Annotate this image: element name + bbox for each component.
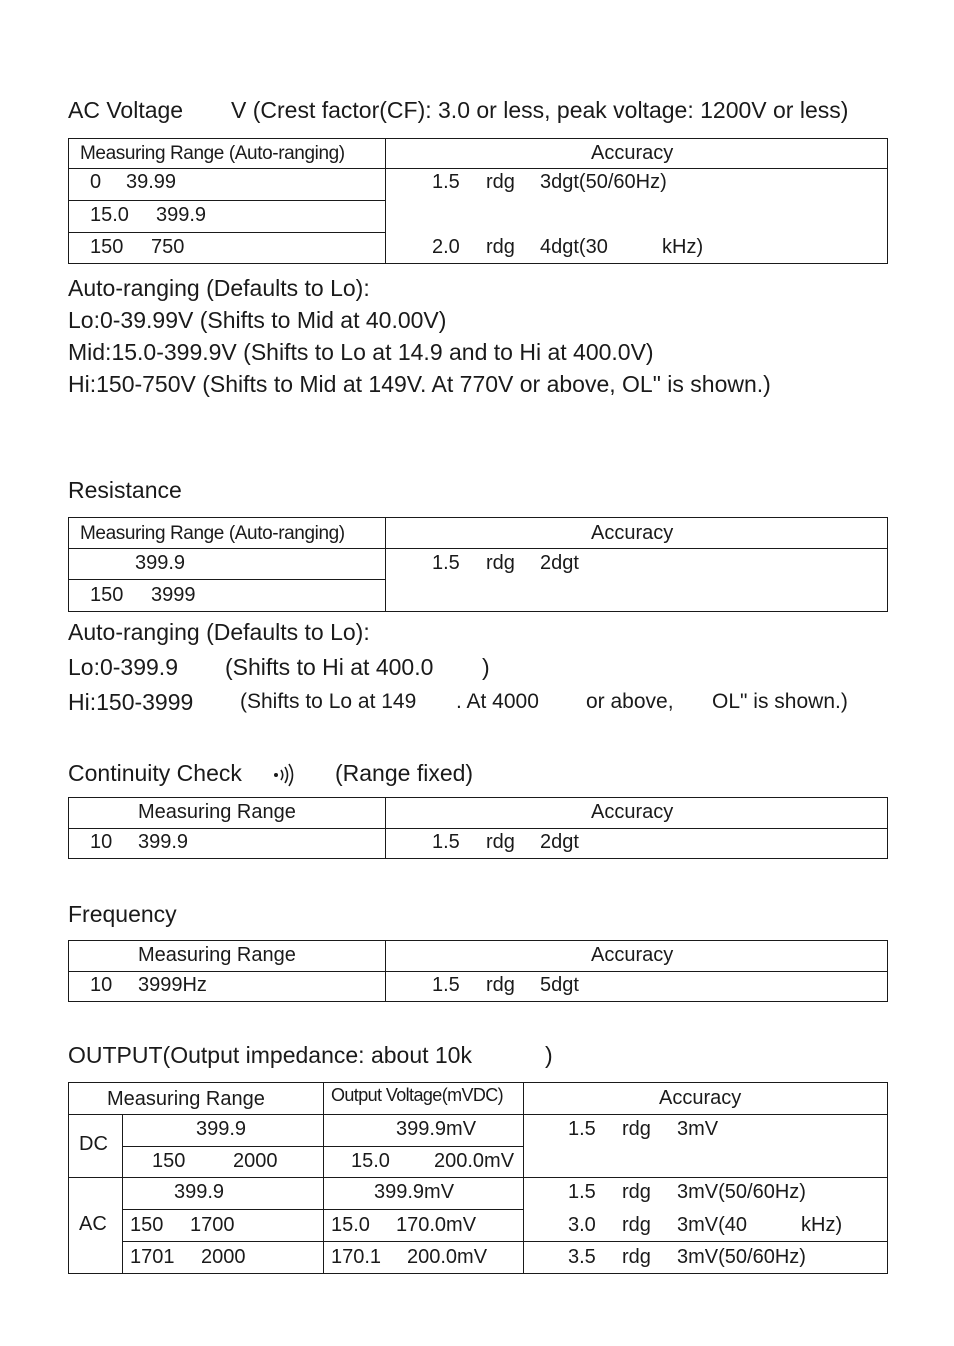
range-from: 150 <box>152 1150 186 1172</box>
range-to: 3999 <box>151 584 196 606</box>
table-divider <box>68 579 386 580</box>
accuracy-unit: rdg <box>622 1181 651 1203</box>
column-header-range: Measuring Range <box>138 944 296 966</box>
continuity-range-fixed: (Range fixed) <box>335 760 474 786</box>
table-divider <box>68 200 386 201</box>
note-line: Hi:150-750V (Shifts to Mid at 149V. At 770V or above, OL" is shown.) <box>68 371 771 397</box>
column-header-output-voltage: Output Voltage(mVDC) <box>331 1085 504 1105</box>
accuracy-percent: 1.5 <box>432 552 460 574</box>
range-to: 399.9 <box>196 1118 247 1140</box>
accuracy-mv: 3mV(50/60Hz) <box>677 1181 806 1203</box>
note-line: . At 4000 <box>456 690 539 713</box>
table-divider <box>385 797 386 859</box>
column-header-accuracy: Accuracy <box>591 801 674 823</box>
voltage-to: 399.9mV <box>374 1181 455 1203</box>
note-line: or above, <box>586 690 674 713</box>
range-from: 150 <box>90 584 124 606</box>
frequency-title: Frequency <box>68 901 177 927</box>
column-header-accuracy: Accuracy <box>659 1087 742 1109</box>
accuracy-percent: 1.5 <box>568 1181 596 1203</box>
voltage-from: 15.0 <box>351 1150 390 1172</box>
accuracy-unit: rdg <box>486 974 515 996</box>
range-to: 399.9 <box>174 1181 225 1203</box>
accuracy-percent: 1.5 <box>432 831 460 853</box>
output-title: OUTPUT(Output impedance: about 10k <box>68 1042 472 1068</box>
accuracy-unit: rdg <box>486 831 515 853</box>
note-line: Mid:15.0-399.9V (Shifts to Lo at 14.9 and to Hi at 400.0V) <box>68 339 654 365</box>
range-from: 15.0 <box>90 204 129 226</box>
table-divider <box>68 828 888 829</box>
accuracy-mv: 3mV <box>677 1118 719 1140</box>
note-line: Lo:0-399.9 <box>68 654 178 680</box>
ac-voltage-title: AC Voltage <box>68 97 184 123</box>
table-divider <box>385 517 386 612</box>
voltage-from: 15.0 <box>331 1214 370 1236</box>
resistance-title: Resistance <box>68 477 182 503</box>
note-line: Auto-ranging (Defaults to Lo): <box>68 619 370 645</box>
voltage-to: 200.0mV <box>434 1150 515 1172</box>
table-divider <box>523 1082 524 1274</box>
range-from: 150 <box>90 236 124 258</box>
column-header-range: Measuring Range (Auto-ranging) <box>80 143 345 164</box>
accuracy-digits: 3dgt(50/60Hz) <box>540 171 667 193</box>
table-divider <box>68 1177 888 1178</box>
range-from: 10 <box>90 831 113 853</box>
range-to: 399.9 <box>138 831 189 853</box>
column-header-range: Measuring Range <box>107 1088 265 1110</box>
accuracy-digits: 2dgt <box>540 552 579 574</box>
accuracy-unit: rdg <box>622 1246 651 1268</box>
accuracy-digits: 4dgt(30 <box>540 236 608 258</box>
range-to: 750 <box>151 236 185 258</box>
accuracy-unit: rdg <box>622 1214 651 1236</box>
table-divider <box>68 971 888 972</box>
table-divider <box>122 1114 123 1274</box>
accuracy-frequency-tail: kHz) <box>801 1214 843 1236</box>
note-line: (Shifts to Lo at 149 <box>240 690 417 713</box>
accuracy-unit: rdg <box>486 552 515 574</box>
table-divider <box>68 168 888 169</box>
accuracy-percent: 3.5 <box>568 1246 596 1268</box>
voltage-to: 170.0mV <box>396 1214 477 1236</box>
column-header-range: Measuring Range (Auto-ranging) <box>80 523 345 544</box>
table-divider <box>68 232 386 233</box>
range-to: 1700 <box>190 1214 235 1236</box>
table-divider <box>323 1082 324 1274</box>
note-line: ) <box>482 654 490 680</box>
voltage-from: 170.1 <box>331 1246 382 1268</box>
column-header-accuracy: Accuracy <box>591 142 674 164</box>
accuracy-percent: 1.5 <box>432 171 460 193</box>
accuracy-unit: rdg <box>622 1118 651 1140</box>
table-divider <box>68 548 888 549</box>
accuracy-mv: 3mV(50/60Hz) <box>677 1246 806 1268</box>
dc-label: DC <box>79 1133 108 1155</box>
table-divider <box>122 1241 888 1242</box>
column-header-range: Measuring Range <box>138 801 296 823</box>
voltage-to: 399.9mV <box>396 1118 477 1140</box>
range-from: 150 <box>130 1214 164 1236</box>
column-header-accuracy: Accuracy <box>591 522 674 544</box>
accuracy-frequency-tail: kHz) <box>662 236 704 258</box>
table-divider <box>385 138 386 264</box>
table-divider <box>385 940 386 1002</box>
range-to: 2000 <box>201 1246 246 1268</box>
note-line: OL" is shown.) <box>712 690 848 713</box>
ac-voltage-subtitle: V (Crest factor(CF): 3.0 or less, peak voltage: 1200V or less) <box>231 97 849 123</box>
column-header-accuracy: Accuracy <box>591 944 674 966</box>
range-to: 399.9 <box>135 552 186 574</box>
accuracy-percent: 2.0 <box>432 236 460 258</box>
range-from: 0 <box>90 171 102 193</box>
output-title-close: ) <box>545 1042 553 1068</box>
accuracy-unit: rdg <box>486 171 515 193</box>
range-to: 39.99 <box>126 171 177 193</box>
accuracy-digits: 5dgt <box>540 974 579 996</box>
continuity-title: Continuity Check <box>68 760 242 786</box>
range-to: 3999Hz <box>138 974 207 996</box>
note-line: Hi:150-3999 <box>68 689 194 715</box>
accuracy-unit: rdg <box>486 236 515 258</box>
ac-label: AC <box>79 1213 107 1235</box>
range-from: 1701 <box>130 1246 175 1268</box>
voltage-to: 200.0mV <box>407 1246 488 1268</box>
note-line: (Shifts to Hi at 400.0 <box>225 654 434 680</box>
accuracy-percent: 1.5 <box>432 974 460 996</box>
accuracy-percent: 1.5 <box>568 1118 596 1140</box>
note-line: Lo:0-39.99V (Shifts to Mid at 40.00V) <box>68 307 447 333</box>
accuracy-digits: 2dgt <box>540 831 579 853</box>
continuity-buzzer-icon <box>272 762 298 793</box>
note-line: Auto-ranging (Defaults to Lo): <box>68 275 370 301</box>
accuracy-percent: 3.0 <box>568 1214 596 1236</box>
range-to: 2000 <box>233 1150 278 1172</box>
accuracy-mv: 3mV(40 <box>677 1214 748 1236</box>
range-to: 399.9 <box>156 204 207 226</box>
range-from: 10 <box>90 974 113 996</box>
table-divider <box>68 1114 888 1115</box>
